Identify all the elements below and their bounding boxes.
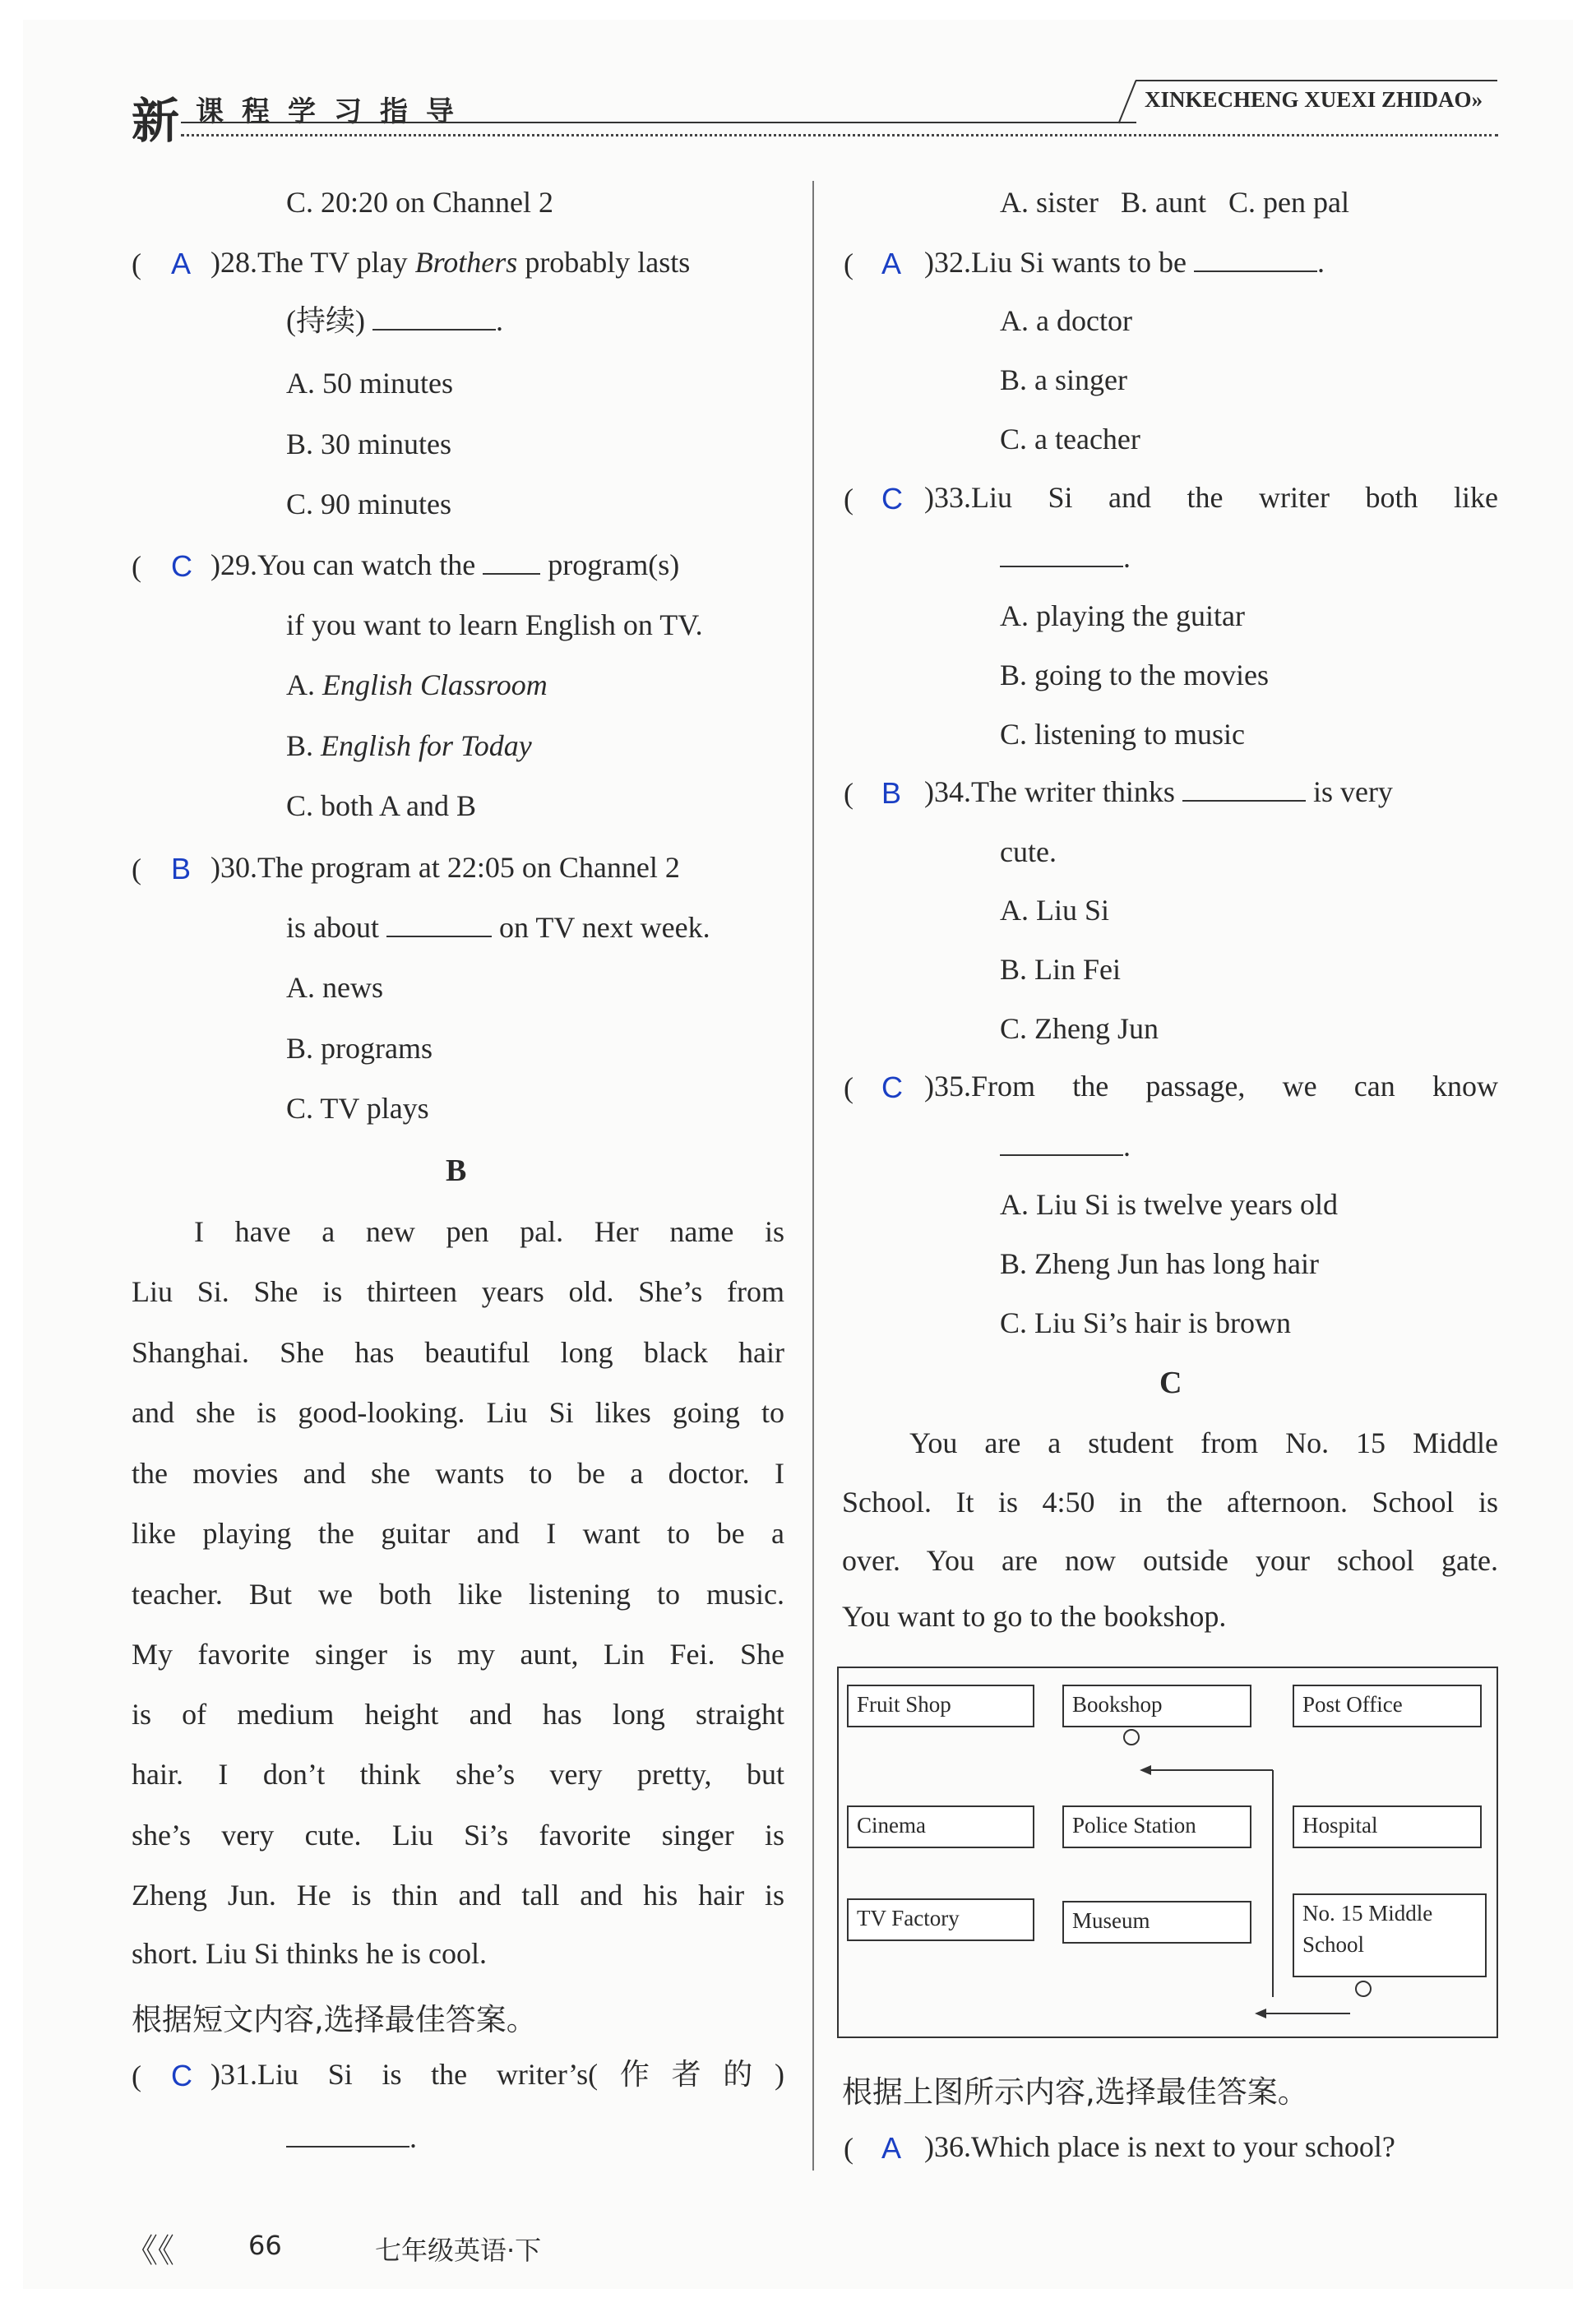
q32-answer: A (881, 247, 902, 280)
q33-blank: . (1000, 543, 1131, 572)
arrow-left-icon (1255, 2009, 1266, 2018)
map-museum: Museum (1062, 1901, 1251, 1944)
q28-paren: ( (132, 247, 141, 280)
double-chevron-icon: » (1471, 87, 1483, 112)
q33-paren: ( (844, 483, 854, 515)
header-rule (181, 122, 1136, 123)
q29-stem-2: if you want to learn English on TV. (286, 608, 703, 641)
q29-paren: ( (132, 550, 141, 583)
q32-option-b: B. a singer (1000, 363, 1127, 396)
q35-option-c: C. Liu Si’s hair is brown (1000, 1306, 1292, 1339)
q28-option-c: C. 90 minutes (286, 488, 452, 520)
q33-option-b: B. going to the movies (1000, 659, 1269, 691)
passage-line: short. Liu Si thinks he is cool. (132, 1937, 487, 1970)
q30-stem-2: is about on TV next week. (286, 911, 710, 944)
passage-line: is of medium height and has long straight (132, 1698, 784, 1731)
q35-option-b: B. Zheng Jun has long hair (1000, 1247, 1319, 1280)
q31-options: A. sister B. aunt C. pen pal (1000, 186, 1349, 219)
q35-answer: C (881, 1070, 903, 1104)
q31-blank: . (286, 2123, 417, 2152)
q33-option-c: C. listening to music (1000, 718, 1246, 751)
double-chevron-left-icon: 《《 (125, 2232, 174, 2269)
passage-line: Shanghai. She has beautiful long black hair (132, 1336, 784, 1369)
q30-option-c: C. TV plays (286, 1092, 429, 1125)
q35-stem: )35.From the passage, we can know (924, 1070, 1498, 1103)
q27-option-c: C. 20:20 on Channel 2 (286, 186, 553, 219)
q28-option-a: A. 50 minutes (286, 367, 453, 400)
q28-stem: )28.The TV play Brothers probably lasts (210, 246, 691, 279)
column-divider (812, 181, 814, 2171)
header-pinyin: XINKECHENG XUEXI ZHIDAO» (1145, 87, 1483, 112)
q33-option-a: A. playing the guitar (1000, 599, 1245, 632)
q32-stem: )32.Liu Si wants to be . (924, 246, 1325, 279)
q35-paren: ( (844, 1071, 854, 1104)
map-cinema: Cinema (847, 1805, 1034, 1848)
bookshop-gate-marker (1124, 1730, 1139, 1745)
q28-option-b: B. 30 minutes (286, 428, 452, 460)
arrow-left-icon (1140, 1765, 1151, 1775)
q30-option-b: B. programs (286, 1032, 433, 1065)
passage-line: I have a new pen pal. Her name is (194, 1215, 784, 1248)
footer-subject: 七年级英语·下 (375, 2235, 542, 2266)
q29-answer: C (171, 549, 192, 583)
passage-line: teacher. But we both like listening to music. (132, 1578, 784, 1611)
q30-paren: ( (132, 853, 141, 885)
map-fruit-shop: Fruit Shop (847, 1685, 1034, 1727)
q34-option-c: C. Zheng Jun (1000, 1012, 1159, 1045)
passage-line: You want to go to the bookshop. (842, 1600, 1227, 1633)
map-tv-factory: TV Factory (847, 1898, 1034, 1941)
q30-option-a: A. news (286, 971, 383, 1004)
q33-stem: )33.Liu Si and the writer both like (924, 481, 1498, 514)
map-school: No. 15 Middle School (1293, 1893, 1487, 1977)
passage-line: like playing the guitar and I want to be a (132, 1517, 784, 1550)
passage-line: she’s very cute. Liu Si’s favorite singer is (132, 1819, 784, 1852)
passage-line: Zheng Jun. He is thin and tall and his hair is (132, 1879, 784, 1912)
page-number: 66 (248, 2230, 282, 2261)
passage-line: over. You are now outside your school gate. (842, 1544, 1498, 1577)
passage-line: School. It is 4:50 in the afternoon. School is (842, 1486, 1498, 1519)
passage-line: and she is good-looking. Liu Si likes going to (132, 1396, 784, 1429)
q36-stem: )36.Which place is next to your school? (924, 2130, 1395, 2163)
header-dotted-rule (181, 134, 1498, 136)
header-logo: 新 (132, 93, 180, 149)
q35-blank: . (1000, 1131, 1131, 1161)
section-c-heading: C (1159, 1366, 1182, 1400)
q32-option-a: A. a doctor (1000, 304, 1132, 337)
q34-paren: ( (844, 777, 854, 810)
q33-answer: C (881, 482, 903, 515)
passage-line: You are a student from No. 15 Middle (909, 1426, 1498, 1459)
passage-line: hair. I don’t think she’s very pretty, but (132, 1758, 784, 1791)
instruction-b: 根据短文内容,选择最佳答案。 (132, 2002, 537, 2037)
q34-answer: B (881, 776, 902, 810)
street-map (837, 1667, 1498, 2038)
q28-stem-2: (持续) . (286, 304, 503, 337)
header-title: 课程学习指导 (196, 95, 472, 128)
map-bookshop: Bookshop (1062, 1685, 1251, 1727)
q29-option-c: C. both A and B (286, 789, 477, 822)
passage-line: the movies and she wants to be a doctor. I (132, 1457, 784, 1490)
q34-option-a: A. Liu Si (1000, 894, 1110, 927)
instruction-c: 根据上图所示内容,选择最佳答案。 (842, 2074, 1308, 2110)
q31-paren: ( (132, 2060, 141, 2092)
q32-paren: ( (844, 247, 854, 280)
q34-option-b: B. Lin Fei (1000, 953, 1122, 986)
q35-option-a: A. Liu Si is twelve years old (1000, 1188, 1338, 1221)
q34-stem-2: cute. (1000, 835, 1057, 868)
section-b-heading: B (446, 1154, 467, 1188)
q32-option-c: C. a teacher (1000, 423, 1140, 455)
passage-line: My favorite singer is my aunt, Lin Fei. She (132, 1638, 784, 1671)
q29-stem: )29.You can watch the program(s) (210, 548, 680, 581)
school-gate-marker (1356, 1981, 1371, 1996)
q31-answer: C (171, 2059, 192, 2092)
q34-stem: )34.The writer thinks is very (924, 775, 1393, 808)
header-rule-right (1136, 80, 1497, 81)
q31-stem: )31.Liu Si is the writer’s(作者的) (210, 2058, 784, 2091)
passage-line: Liu Si. She is thirteen years old. She’s from (132, 1275, 784, 1308)
q29-option-a: A. English Classroom (286, 668, 548, 701)
map-police-station: Police Station (1062, 1805, 1251, 1848)
map-hospital: Hospital (1293, 1805, 1482, 1848)
q36-answer: A (881, 2131, 902, 2165)
map-post-office: Post Office (1293, 1685, 1482, 1727)
q29-option-b: B. English for Today (286, 729, 532, 762)
q36-paren: ( (844, 2132, 854, 2165)
q28-answer: A (171, 247, 192, 280)
q30-stem: )30.The program at 22:05 on Channel 2 (210, 851, 680, 884)
map-route (839, 1668, 1497, 2037)
q30-answer: B (171, 852, 192, 885)
